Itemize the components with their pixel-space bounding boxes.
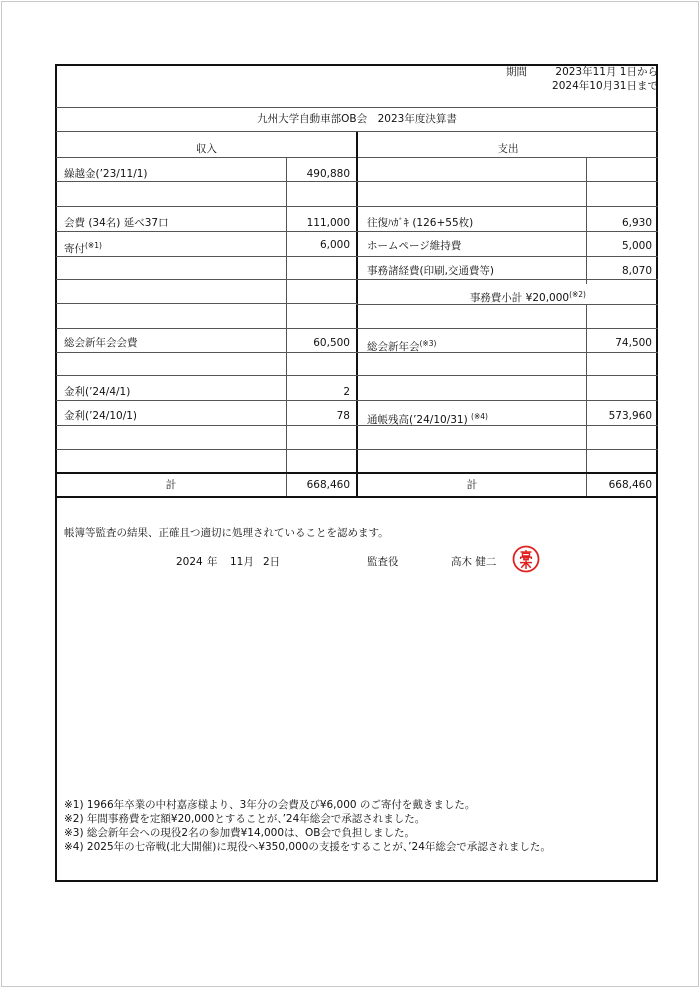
income-item-label: 金利(’24/10/1) [64,410,138,422]
income-item-amount: 60,500 [313,337,350,349]
period-from: 2023年11月 1日から [555,66,658,78]
audit-date-year: 2024 [176,556,203,568]
income-item-label: 繰越金(’23/11/1) [64,168,148,180]
audit-statement: 帳簿等監査の結果、正確且つ適切に処理されていることを認めます。 [64,527,389,539]
expense-item-label: ホームページ維持費 [367,240,462,252]
income-item-amount: 78 [336,410,350,422]
expense-item-amount: 74,500 [615,337,652,349]
income-item-amount: 490,880 [306,168,350,180]
period-label: 期間 [506,66,527,78]
income-item-label: 金利(’24/4/1) [64,386,131,398]
income-item-label: 会費 (34名) 延べ37口 [64,217,169,229]
income-item-amount: 111,000 [306,217,350,229]
expense-item-amount: 8,070 [621,265,652,277]
footnote: ※3) 総会新年会への現役2名の参加費¥14,000は、OB会で負担しました。 [64,827,415,839]
expense-item-label: 通帳残高(’24/10/31) $^{(※4)}$ [367,412,488,426]
audit-date-day: 2日 [263,556,281,568]
total-rule [56,472,658,474]
column-divider [356,132,358,497]
column-divider [586,158,587,284]
rule [56,206,658,207]
rule [56,107,658,108]
rule [56,352,658,353]
rule [56,400,658,401]
income-item-amount: 2 [343,386,350,398]
rule [56,256,658,257]
income-item-amount: 6,000 [319,239,350,251]
footnote-ref: (※1) [85,241,102,250]
document-title: 九州大学自動車部OB会 2023年度決算書 [257,113,457,125]
expense-item-label: 事務諸経費(印刷,交通費等) [367,265,495,277]
audit-date-month: 11月 [230,556,254,568]
income-item-label: 寄付$^{(※1)}$ [64,241,102,255]
footnote: ※4) 2025年の七帝戦(北大開催)に現役へ¥350,000の支援をすることが、’24年総会で承認されました。 [64,841,551,853]
expense-header: 支出 [497,143,519,155]
expense-total: 668,460 [608,479,652,491]
rule [56,328,658,329]
footnote: ※2) 年間事務費を定額¥20,000とすることが、’24年総会で承認されました。 [64,813,426,825]
footnote: ※1) 1966年卒業の中村嘉彦様より、3年分の会費及び¥6,000 のご寄付を戴きました。 [64,799,476,811]
income-total: 668,460 [306,479,350,491]
audit-date-year-unit: 年 [207,556,218,568]
period-to: 2024年10月31日まで [552,80,658,92]
seal-stamp-icon [512,545,540,573]
footnote-ref: (※2) [569,290,586,299]
expense-total-label: 計 [466,479,478,491]
expense-item-amount: 573,960 [608,410,652,422]
rule [56,279,658,280]
total-rule [56,496,658,498]
rule [56,449,658,450]
expense-item-amount: 5,000 [621,240,652,252]
expense-subtotal: 事務費小計 $¥20,000^{(※2)}$ [469,290,586,304]
footnote-ref: (※3) [419,339,437,348]
income-item-label: 総会新年会会費 [64,337,138,349]
rule [56,231,658,232]
income-header: 収入 [196,143,217,155]
rule [56,181,658,182]
expense-item-label: 往復ﾊｶﾞｷ (126+55枚) [367,217,474,229]
footnote-ref: (※4) [471,412,488,421]
auditor-role: 監査役 [367,556,399,568]
auditor-name: 高木 健二 [451,556,497,568]
rule [56,303,357,304]
rule [56,375,658,376]
expense-item-label: 総会新年会$^{(※3)}$ [367,339,437,353]
expense-item-amount: 6,930 [621,217,652,229]
income-total-label: 計 [165,479,177,491]
rule [56,425,658,426]
